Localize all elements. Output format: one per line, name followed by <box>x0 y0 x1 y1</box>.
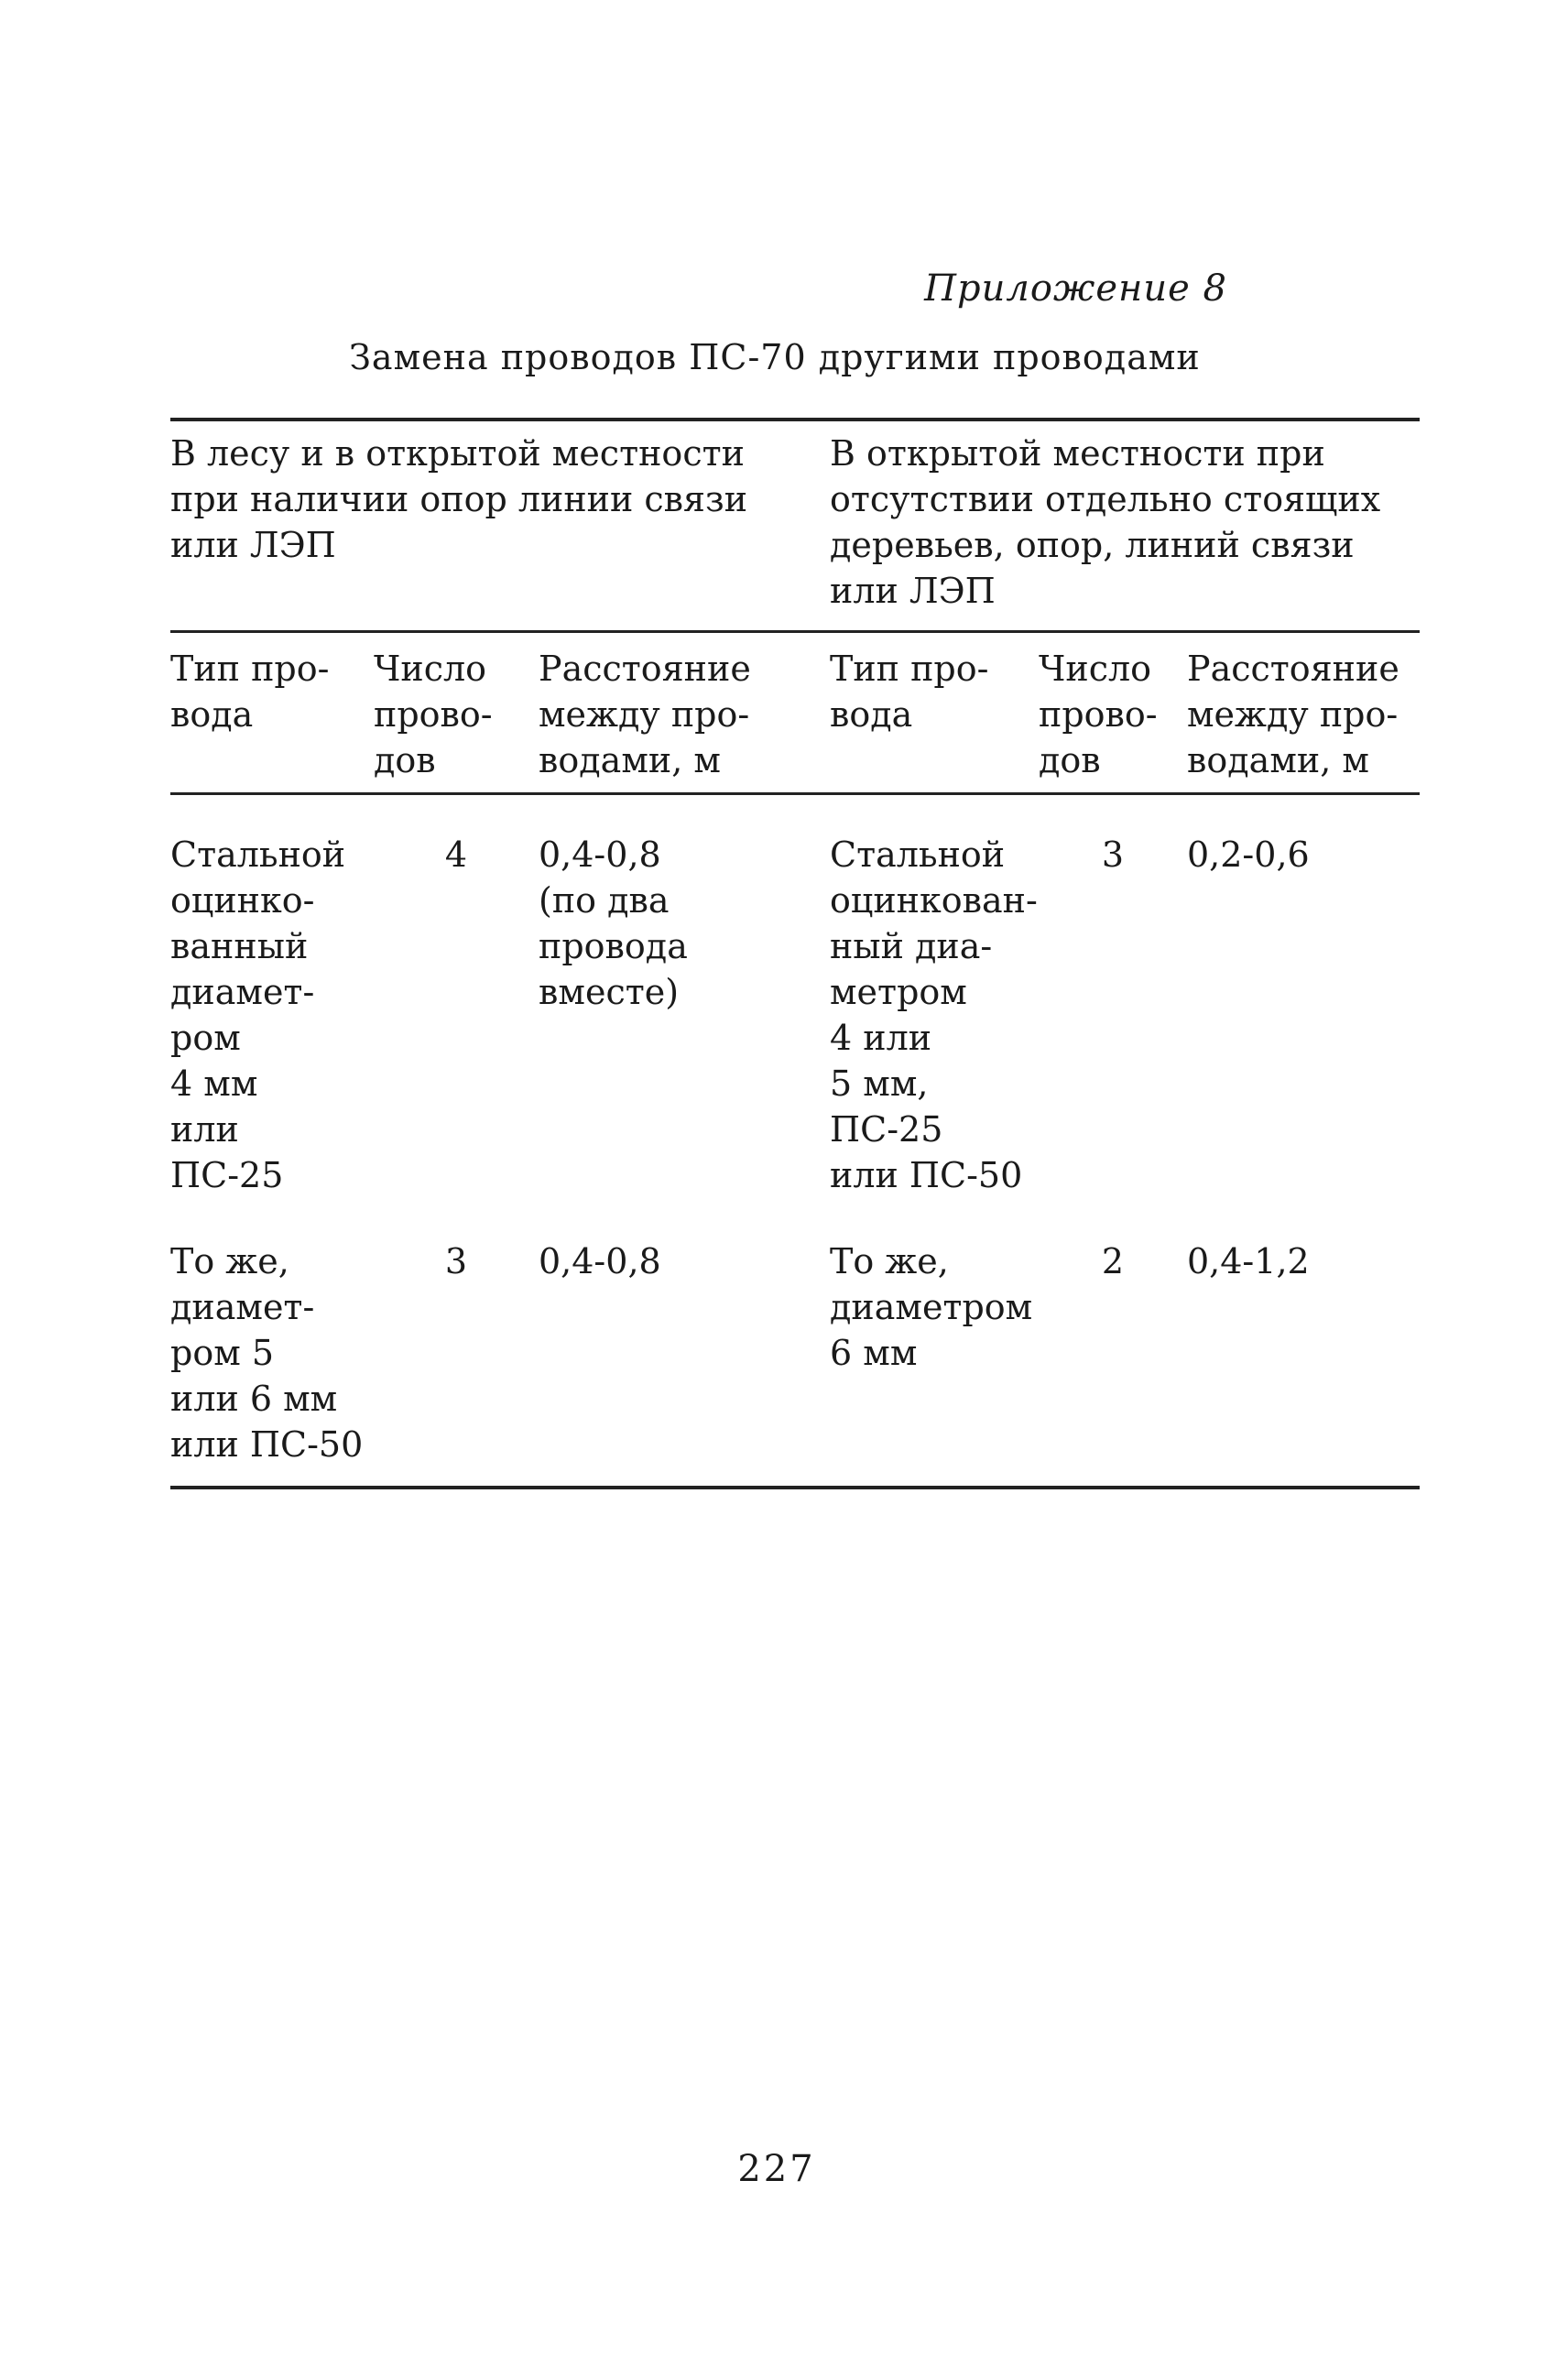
table-title: Замена проводов ПС-70 другими проводами <box>349 337 1201 377</box>
section-header-row <box>170 421 1420 630</box>
table-cell-wire-count: 4 <box>444 834 468 875</box>
table-row <box>170 1216 1420 1486</box>
table-cell-wire-count: 2 <box>1101 1241 1125 1281</box>
appendix-label: Приложение 8 <box>924 267 1227 310</box>
column-header-wire-type: Тип про- вода <box>830 649 989 735</box>
table-cell-wire-spacing: 0,2-0,6 <box>1187 834 1310 875</box>
table-bottom-rule <box>170 1486 1420 1489</box>
table-cell-wire-count: 3 <box>444 1241 468 1281</box>
section-header-open-area: В открытой местности при отсутствии отдельно стоящих деревьев, опор, линий связи или ЛЭП <box>830 433 1381 611</box>
column-header-wire-spacing: Расстояние между про- водами, м <box>539 649 751 780</box>
table-cell-wire-spacing: 0,4-0,8 <box>539 1241 661 1281</box>
table-cell-wire-type: Стальной оцинкован- ный диа- метром 4 или 5 мм, ПС-25 или ПС-50 <box>830 834 1038 1195</box>
column-header-row <box>170 633 1420 792</box>
table-cell-wire-spacing: 0,4-0,8 (по два провода вместе) <box>539 834 688 1012</box>
section-header-forest: В лесу и в открытой местности при наличии опор линии связи или ЛЭП <box>170 433 748 565</box>
table-cell-wire-type: Стальной оцинко- ванный диамет- ром 4 мм или ПС-25 <box>170 834 346 1195</box>
column-header-wire-type: Тип про- вода <box>170 649 330 735</box>
page-number: 227 <box>737 2148 816 2190</box>
column-header-wire-spacing: Расстояние между про- водами, м <box>1187 649 1399 780</box>
table-cell-wire-type: То же, диамет- ром 5 или 6 мм или ПС-50 <box>170 1241 364 1465</box>
column-header-wire-count: Число прово- дов <box>1039 649 1158 780</box>
column-header-wire-count: Число прово- дов <box>374 649 493 780</box>
table-cell-wire-type: То же, диаметром 6 мм <box>830 1241 1033 1373</box>
table-cell-wire-count: 3 <box>1101 834 1125 875</box>
table-cell-wire-spacing: 0,4-1,2 <box>1187 1241 1310 1281</box>
wire-replacement-table <box>170 418 1420 1489</box>
table-row <box>170 795 1420 1216</box>
